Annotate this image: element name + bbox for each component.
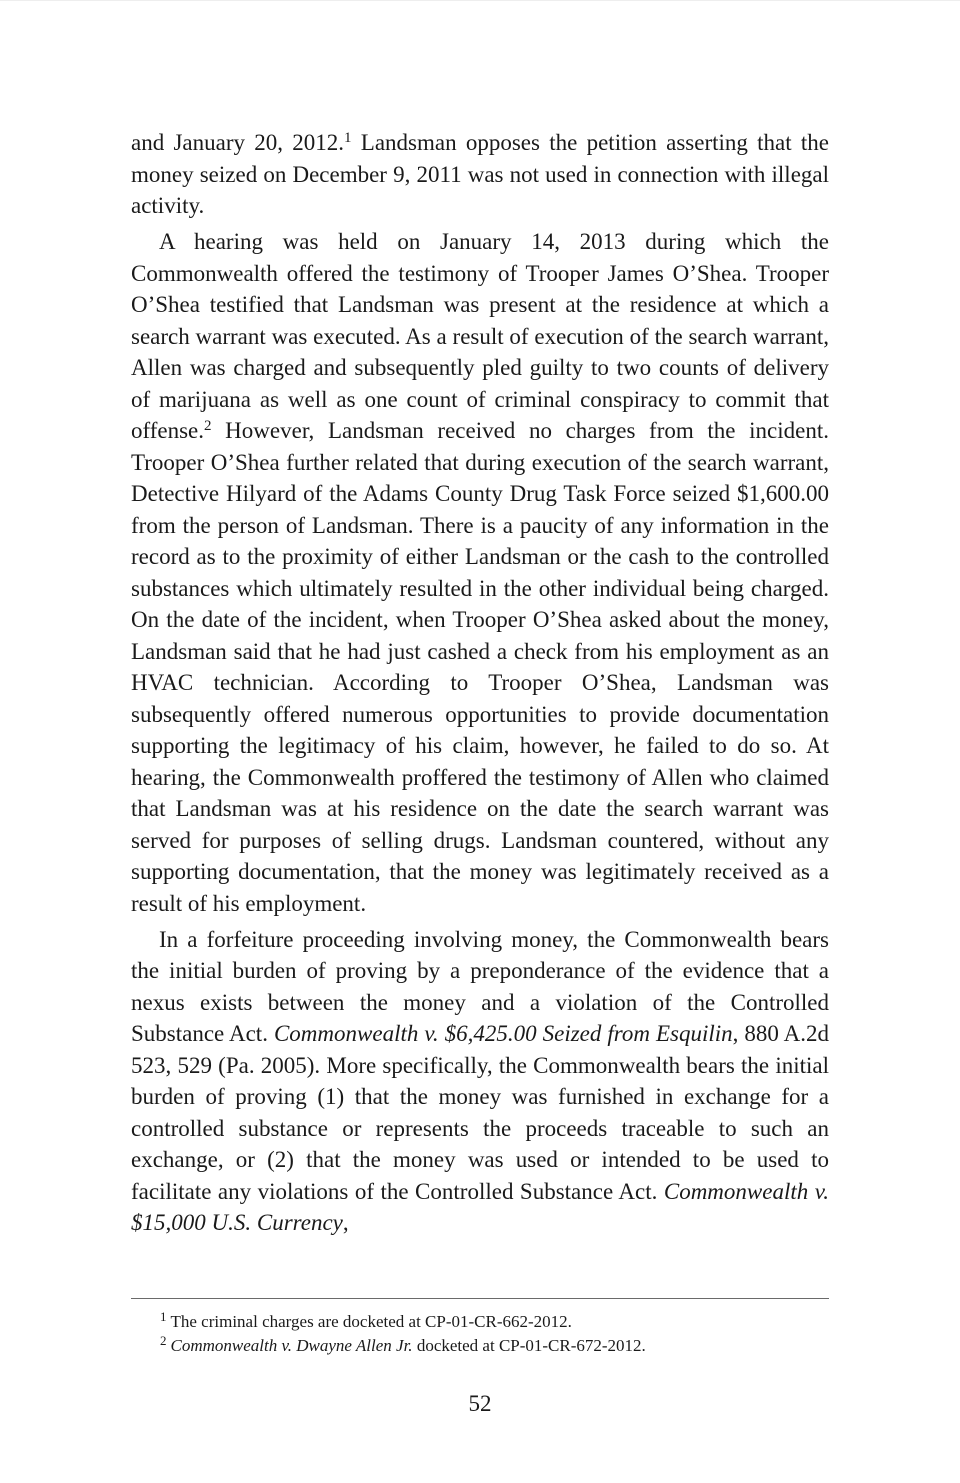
case-citation: Commonwealth v. $6,425.00 Seized from Esquilin [273, 1021, 733, 1046]
text-run: docketed at CP-01-CR-672-2012. [412, 1336, 646, 1355]
footnote-divider [131, 1298, 829, 1299]
text-run: The criminal charges are docketed at CP-01-CR-662-2012. [170, 1312, 572, 1331]
footnote-reference: 2 [204, 418, 212, 434]
footnotes [160, 1310, 830, 1358]
footnote-number: 2 [160, 1333, 167, 1348]
footnote [160, 1334, 830, 1358]
footnote-number: 1 [160, 1309, 167, 1324]
case-citation: Commonwealth v. Dwayne Allen Jr. [170, 1336, 413, 1355]
paragraph [131, 127, 829, 222]
body-text [131, 127, 829, 1243]
footnote [160, 1310, 830, 1334]
page-number: 52 [468, 1391, 492, 1416]
text-run: and January 20, 2012. [131, 130, 345, 155]
text-run: However, Landsman received no charges from the incident. Trooper O’Shea further related that during execution of the search warrant, Detective Hilyard of the Adams County Drug Task Force seized $1,600.00 from the person of Landsman. There is a paucity of any information in the record as to the proximity of either Landsman or the cash to the controlled substances which ultimately resulted in the other individual being charged. On the date of the incident, when Trooper O’Shea asked about the money, Landsman said that he had just cashed a check from his employment as an HVAC technician. According to Trooper O’Shea, Landsman was subsequently offered numerous opportunities to provide documentation supporting the legitimacy of his claim, however, he failed to do so. At hearing, the Commonwealth proffered the testimony of Allen who claimed that Landsman was at his residence on the date the search warrant was served for purposes of selling drugs. Landsman countered, without any supporting documentation, that the money was legitimately received as a result of his employment. [131, 418, 829, 916]
paragraph [131, 226, 829, 919]
text-run: In a forfeiture proceeding involving money, the Commonwealth bears the initial burden of proving by a preponderance of the evidence that a nexus exists between the money and a violation of the Controlled Substance Act. [131, 926, 829, 1046]
case-citation: Commonwealth v. $15,000 U.S. Currency [131, 1178, 829, 1235]
text-run: , 880 A.2d 523, 529 (Pa. 2005). More specifically, the Commonwealth bears the initial burden of proving (1) that the money was furnished in exchange for a controlled substance or represents the proceeds traceable to such an exchange, or (2) that the money was used or intended to be used to facilitate any violations of the Controlled Substance Act. [131, 1021, 830, 1204]
text-run: , [342, 1210, 349, 1235]
footnote-reference: 1 [344, 130, 352, 146]
text-run: Landsman opposes the petition asserting that the money seized on December 9, 2011 was not used in connection with illegal activity. [131, 130, 829, 218]
text-run: A hearing was held on January 14, 2013 during which the Commonwealth offered the testimony of Trooper James O’Shea. Trooper O’Shea testified that Landsman was present at the residence at which a search warrant was executed. As a result of execution of the search warrant, Allen was charged and subsequently pled guilty to two counts of delivery of marijuana as well as one count of criminal conspiracy to commit that offense. [131, 229, 829, 443]
paragraph [131, 924, 829, 1239]
